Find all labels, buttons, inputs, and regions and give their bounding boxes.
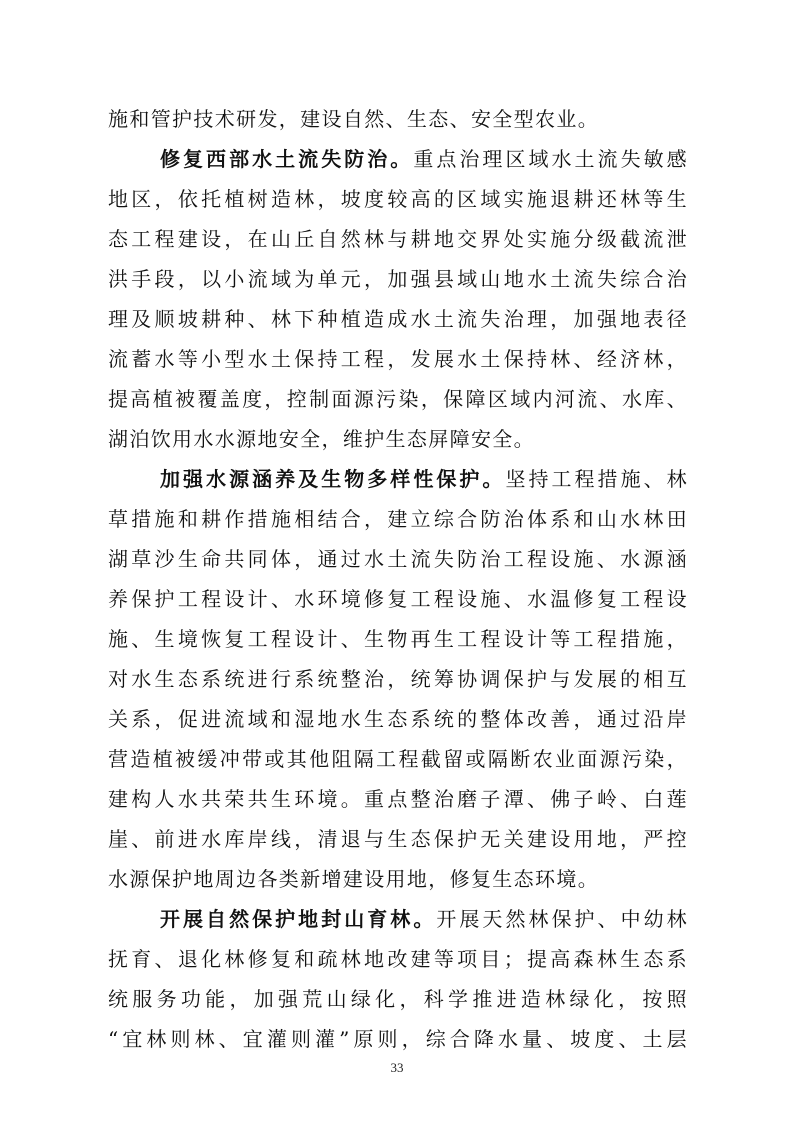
text-line: 崖、前进水库岸线，清退与生态保护无关建设用地，严控 xyxy=(108,827,688,851)
text-line: 对水生态系统进行系统整治，统筹协调保护与发展的相互 xyxy=(108,667,688,691)
text-line: 洪手段，以小流域为单元，加强县域山地水土流失综合治 xyxy=(108,267,688,291)
text-line: 理及顺坡耕种、林下种植造成水土流失治理，加强地表径 xyxy=(108,307,688,331)
text-line: 营造植被缓冲带或其他阻隔工程截留或隔断农业面源污染， xyxy=(108,747,688,771)
text-line xyxy=(160,459,688,499)
text-line: 养保护工程设计、水环境修复工程设施、水温修复工程设 xyxy=(108,587,688,611)
text-line: 湖泊饮用水水源地安全，维护生态屏障安全。 xyxy=(108,427,535,451)
text-line: 地区，依托植树造林，坡度较高的区域实施退耕还林等生 xyxy=(108,187,688,211)
text-span: 坚持工程措施、林 xyxy=(505,467,688,491)
text-line: 统服务功能，加强荒山绿化，科学推进造林绿化，按照 xyxy=(108,987,688,1011)
text-line: 关系，促进流域和湿地水生态系统的整体改善，通过沿岸 xyxy=(108,707,688,731)
text-line: 水源保护地周边各类新增建设用地，修复生态环境。 xyxy=(108,867,600,891)
page-number: 33 xyxy=(390,1060,404,1075)
text-span: 开展天然林保护、中幼林 xyxy=(436,907,688,931)
text-line xyxy=(160,139,688,179)
text-line xyxy=(108,99,688,139)
text-span: 重点治理区域水土流失敏感 xyxy=(413,147,688,171)
text-line: 态工程建设，在山丘自然林与耕地交界处实施分级截流泄 xyxy=(108,227,688,251)
paragraph-heading: 开展自然保护地封山育林。 xyxy=(160,907,437,931)
text-line: 草措施和耕作措施相结合，建立综合防治体系和山水林田 xyxy=(108,507,688,531)
text-line: 建构人水共荣共生环境。重点整治磨子潭、佛子岭、白莲 xyxy=(108,787,688,811)
text-line: “宜林则林、宜灌则灌”原则，综合降水量、坡度、土层 xyxy=(108,1027,688,1051)
text-line: 流蓄水等小型水土保持工程，发展水土保持林、经济林， xyxy=(108,347,688,371)
text-line: 提高植被覆盖度，控制面源污染，保障区域内河流、水库、 xyxy=(108,387,688,411)
text-span: 施和管护技术研发，建设自然、生态、安全型农业。 xyxy=(108,107,600,131)
paragraph-heading: 加强水源涵养及生物多样性保护。 xyxy=(160,467,506,491)
text-line: 施、生境恢复工程设计、生物再生工程设计等工程措施， xyxy=(108,627,688,651)
text-line: 抚育、退化林修复和疏林地改建等项目；提高森林生态系 xyxy=(108,947,688,971)
text-line xyxy=(160,899,688,939)
text-line: 湖草沙生命共同体，通过水土流失防治工程设施、水源涵 xyxy=(108,547,688,571)
paragraph-heading: 修复西部水土流失防治。 xyxy=(160,147,414,171)
